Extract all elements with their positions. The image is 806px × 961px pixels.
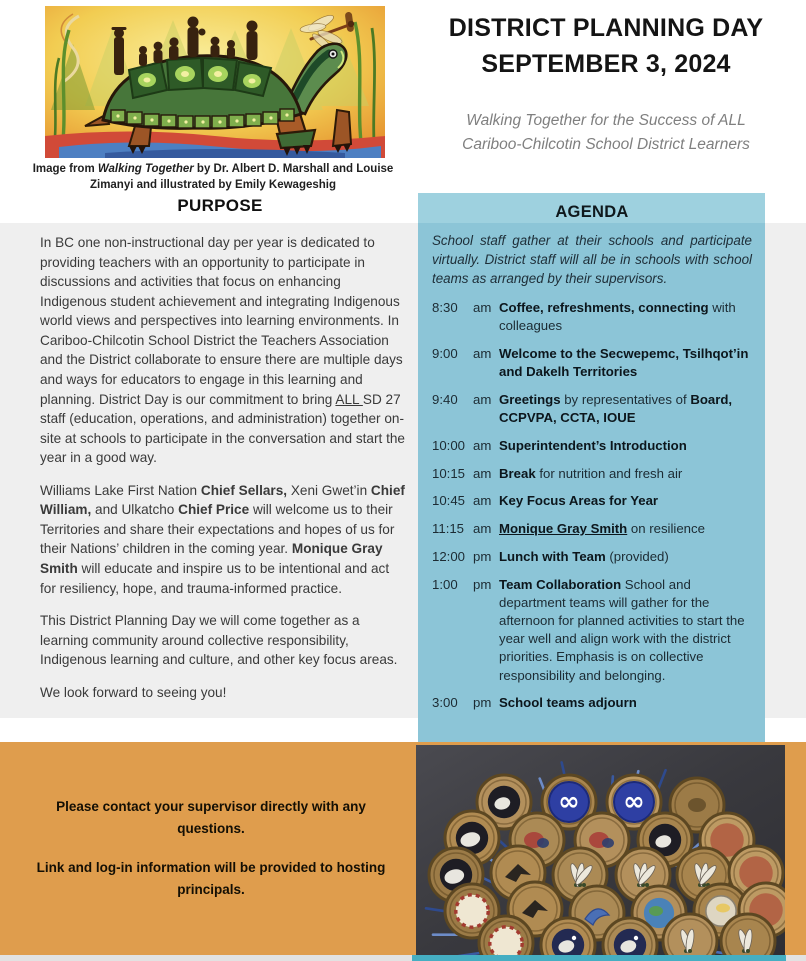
page-title-line2: SEPTEMBER 3, 2024 [481, 50, 731, 78]
purpose-heading: PURPOSE [177, 196, 263, 215]
agenda-item-meridiem: am [473, 391, 492, 407]
agenda-item-meridiem: am [473, 346, 492, 362]
agenda-item-meridiem: am [473, 493, 492, 509]
agenda-item-text: Key Focus Areas for Year [499, 493, 659, 509]
agenda-item-meridiem: am [473, 465, 492, 481]
agenda-item-text: Monique Gray Smith on resilience [499, 521, 705, 537]
footer-line2: Link and log-in information will be provided to hosting principals. [36, 859, 386, 897]
agenda-item-time: 3:00 [432, 695, 458, 711]
purpose-paragraph: We look forward to seeing you! [40, 684, 227, 700]
agenda-item-meridiem: pm [473, 695, 492, 711]
page-subtitle [412, 109, 800, 158]
agenda-item [432, 520, 752, 538]
hero-image-caption: Image from Walking Together by Dr. Albert D. Marshall and Louise Zimanyi and illustrated by Emily Kewageshig [32, 163, 394, 191]
agenda-item [432, 391, 752, 427]
agenda-item [432, 437, 752, 455]
agenda-item-time: 1:00 [432, 576, 458, 592]
agenda-item-text: Team Collaboration School and department teams will gather for the afternoon for planned activities to start the year well and align work with the district priorities. Emphasis is on collective responsibility and belonging. [499, 576, 745, 683]
agenda-item-time: 10:45 [432, 493, 466, 509]
page-subtitle-line2: Cariboo-Chilcotin School District Learners [462, 136, 750, 154]
agenda-item-text: Coffee, refreshments, connecting with colleagues [499, 300, 736, 334]
purpose-paragraph: In BC one non-instructional day per year is dedicated to providing teachers with an opportunity to participate in discussions and activities that focus on enhancing Indigenous student achievement and integrating Indigenous world views and perspectives into learning environments. In Cariboo-Chilcotin School District the Teachers Association and the District collaborate to ensure there are multiple days and ways for educators to engage in this learning and planning. District Day is our commitment to bring ALL SD 27 staff (education, operations, and administration) together on-site at schools to participate in the conversation and start the year in a good way. [40, 235, 405, 466]
svg-text:∞: ∞ [558, 787, 580, 817]
agenda-item [432, 345, 752, 381]
agenda-item-time: 8:30 [432, 300, 458, 316]
agenda-item-time: 9:40 [432, 391, 458, 407]
monique-gray-smith-link[interactable]: Monique Gray Smith [499, 521, 628, 537]
agenda-item-text: Lunch with Team (provided) [499, 548, 669, 564]
footer-line1: Please contact your supervisor directly with any questions. [56, 799, 366, 836]
svg-text:∞: ∞ [623, 787, 645, 817]
drums-photo [416, 745, 785, 956]
agenda-item [432, 548, 752, 566]
agenda-item-meridiem: am [473, 437, 492, 453]
agenda-item [432, 492, 752, 510]
page-title-line1: DISTRICT PLANNING DAY [448, 14, 764, 42]
agenda-item-meridiem: pm [473, 576, 492, 592]
footer-contact-text [32, 796, 390, 917]
turtle-walking-together-illustration [45, 6, 385, 158]
photo-teal-border [412, 955, 786, 961]
agenda-item [432, 465, 752, 483]
agenda-item-meridiem: am [473, 300, 492, 316]
page-title [412, 10, 800, 82]
agenda-item-time: 10:00 [432, 437, 466, 453]
agenda-item-time: 11:15 [432, 521, 465, 537]
agenda-item-text: Greetings by representatives of Board, CCPVPA, CCTA, IOUE [499, 391, 733, 426]
agenda-item-meridiem: am [473, 521, 492, 537]
agenda-item [432, 299, 752, 335]
agenda-item-text: Break for nutrition and fresh air [499, 465, 683, 481]
agenda-item-time: 10:15 [432, 465, 466, 481]
agenda-heading: AGENDA [555, 203, 629, 221]
page-subtitle-line1: Walking Together for the Success of ALL [466, 112, 746, 129]
agenda-panel [418, 193, 765, 742]
agenda-item-text: Superintendent’s Introduction [499, 437, 687, 453]
agenda-item-meridiem: pm [473, 548, 492, 564]
agenda-item-time: 12:00 [432, 548, 466, 564]
purpose-paragraph: This District Planning Day we will come together as a learning community around collective responsibility, Indigenous learning and culture, and other key focus areas. [40, 613, 398, 668]
agenda-items [432, 299, 752, 712]
agenda-item-text: School teams adjourn [499, 695, 637, 711]
purpose-paragraph: Williams Lake First Nation Chief Sellars, Xeni Gwet’in Chief William, and Ulkatcho Chief Price will welcome us to their Territories and share their expectations and hopes of us for their Nations’ children in the coming year. Monique Gray Smith will educate and inspire us to be intentional and act for resiliency, hope, and trauma-informed practice. [40, 482, 405, 596]
agenda-intro: School staff gather at their schools and participate virtually. District staff will all be in schools with school teams as arranged by their supervisors. [432, 233, 752, 287]
agenda-item [432, 576, 752, 685]
agenda-item-text: Welcome to the Secwepemc, Tsilhqot’in and Dakelh Territories [499, 346, 749, 380]
purpose-section [40, 233, 407, 715]
agenda-item [432, 694, 752, 712]
agenda-item-time: 9:00 [432, 346, 458, 362]
